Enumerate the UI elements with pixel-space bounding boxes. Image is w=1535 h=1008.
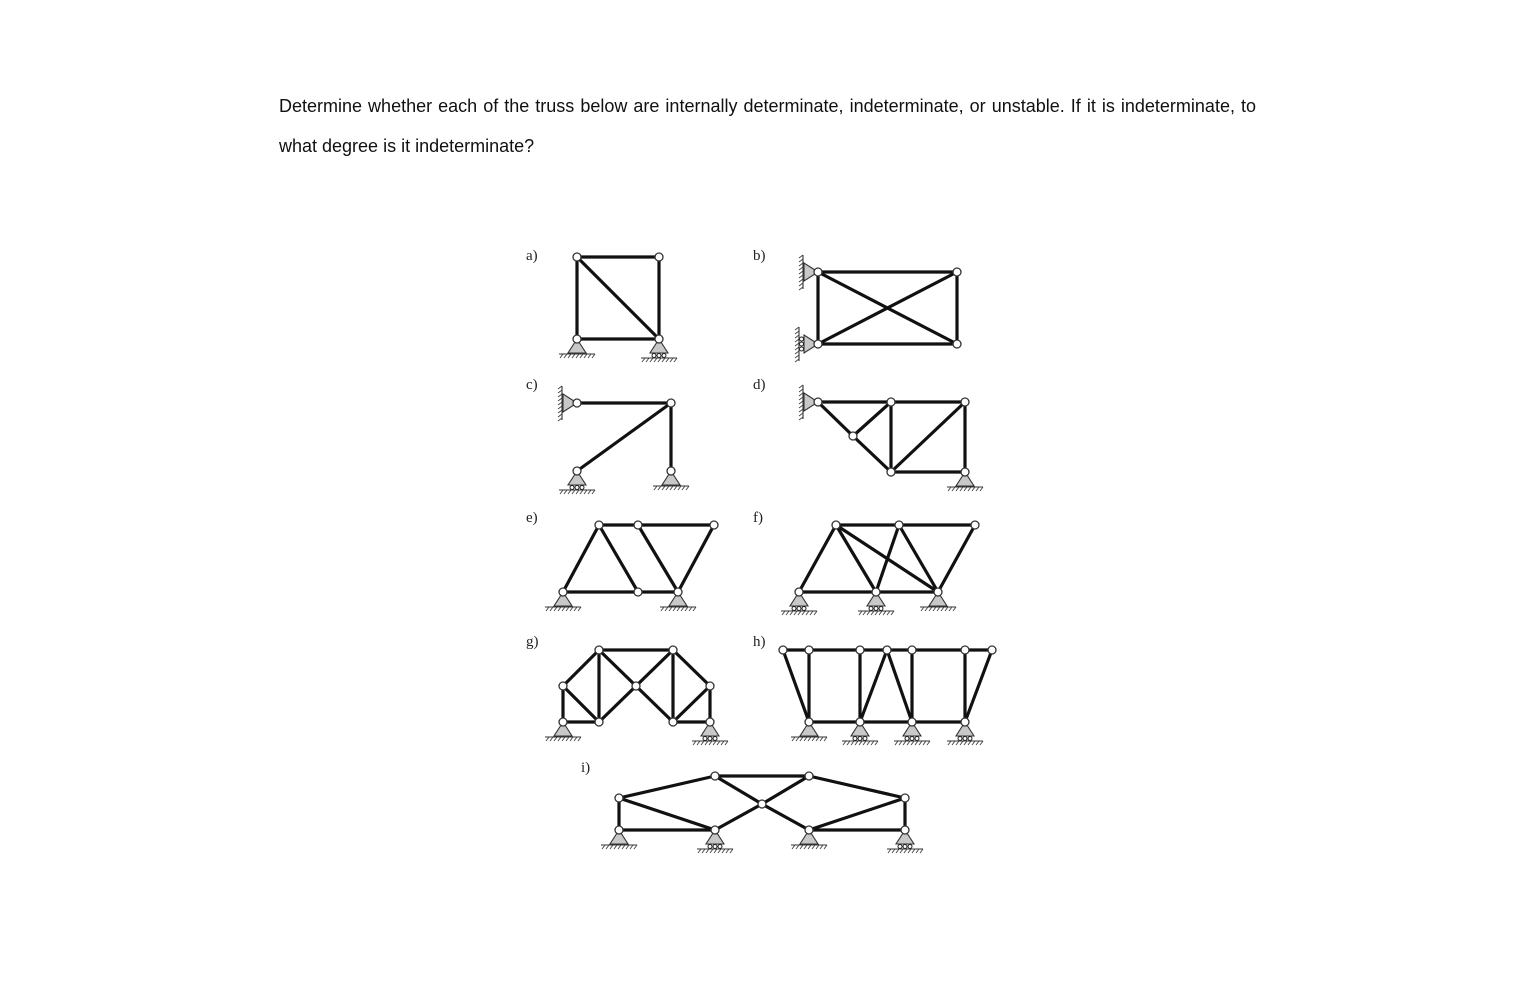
joint (559, 718, 567, 726)
joint (901, 826, 909, 834)
joint (961, 718, 969, 726)
joint (706, 682, 714, 690)
truss-member (599, 525, 638, 592)
joint (856, 718, 864, 726)
joint (595, 718, 603, 726)
joint (901, 794, 909, 802)
joint (883, 646, 891, 654)
joint (908, 718, 916, 726)
joint (615, 826, 623, 834)
joint (615, 794, 623, 802)
joint (711, 826, 719, 834)
panel-label: g) (526, 634, 539, 650)
truss-member (836, 525, 876, 592)
truss-c (577, 403, 671, 471)
truss-member (577, 403, 671, 471)
joint (573, 467, 581, 475)
truss-member (887, 650, 912, 722)
joint (667, 467, 675, 475)
truss-member (678, 525, 714, 592)
joint (573, 399, 581, 407)
panel-label: d) (753, 377, 766, 393)
question-text: Determine whether each of the truss below are internally determinate, indeterminate, or unstable. If it is indeterminate, to what degree is it indeterminate? (279, 96, 1256, 156)
joint (634, 521, 642, 529)
joint (887, 468, 895, 476)
joint (988, 646, 996, 654)
truss-member (783, 650, 809, 722)
joint (805, 826, 813, 834)
truss-member (965, 650, 992, 722)
joint (655, 335, 663, 343)
joint (573, 253, 581, 261)
joint (710, 521, 718, 529)
joint (795, 588, 803, 596)
truss-member (860, 650, 887, 722)
joint (887, 398, 895, 406)
truss-member (599, 686, 636, 722)
joint (758, 800, 766, 808)
joint (669, 718, 677, 726)
joint (832, 521, 840, 529)
panel-label: i) (581, 760, 591, 776)
joint (814, 340, 822, 348)
joint (667, 399, 675, 407)
joint (559, 682, 567, 690)
joint (595, 646, 603, 654)
panel-label: e) (526, 510, 538, 526)
joint (961, 646, 969, 654)
truss-e (563, 525, 714, 592)
truss-member (563, 525, 599, 592)
panel-label: c) (526, 377, 538, 393)
joint (961, 468, 969, 476)
truss-member (818, 402, 853, 436)
truss-i-joints (615, 772, 909, 834)
panel-label: b) (753, 248, 766, 264)
truss-member (853, 402, 891, 436)
joint (814, 398, 822, 406)
truss-member (899, 525, 938, 592)
truss-e-joints (559, 521, 718, 596)
truss-member (715, 804, 762, 830)
joint (872, 588, 880, 596)
joint (953, 268, 961, 276)
joint (971, 521, 979, 529)
joint (711, 772, 719, 780)
truss-member (809, 798, 905, 830)
truss-member (619, 798, 715, 830)
truss-member (673, 686, 710, 722)
joint (814, 268, 822, 276)
truss-member (762, 804, 809, 830)
truss-f (799, 525, 975, 592)
truss-member (876, 525, 899, 592)
truss-h (783, 650, 992, 722)
truss-member (853, 436, 891, 472)
truss-member (636, 650, 673, 686)
joint (908, 646, 916, 654)
joint (961, 398, 969, 406)
joint (779, 646, 787, 654)
joint (849, 432, 857, 440)
truss-member (636, 686, 673, 722)
panel-label: f) (753, 510, 763, 526)
joint (573, 335, 581, 343)
joint (706, 718, 714, 726)
joint (634, 588, 642, 596)
truss-member (638, 525, 678, 592)
truss-g-joints (559, 646, 714, 726)
joint (655, 253, 663, 261)
joint (559, 588, 567, 596)
truss-member (891, 402, 965, 472)
truss-member (577, 257, 659, 339)
truss-member (563, 686, 599, 722)
truss-member (599, 650, 636, 686)
joint (805, 718, 813, 726)
joint (805, 772, 813, 780)
joint (895, 521, 903, 529)
truss-member (799, 525, 836, 592)
panel-label: h) (753, 634, 766, 650)
truss-member (563, 650, 599, 686)
joint (669, 646, 677, 654)
joint (856, 646, 864, 654)
joint (674, 588, 682, 596)
joint (595, 521, 603, 529)
truss-member (809, 776, 905, 798)
joint (953, 340, 961, 348)
truss-member (619, 776, 715, 798)
panel-label: a) (526, 248, 538, 264)
truss-member (938, 525, 975, 592)
truss-b (818, 272, 957, 344)
truss-d (818, 402, 965, 472)
truss-member (673, 650, 710, 686)
truss-member (762, 776, 809, 804)
truss-member (715, 776, 762, 804)
truss-a (577, 257, 659, 339)
joint (805, 646, 813, 654)
joint (934, 588, 942, 596)
joint (632, 682, 640, 690)
